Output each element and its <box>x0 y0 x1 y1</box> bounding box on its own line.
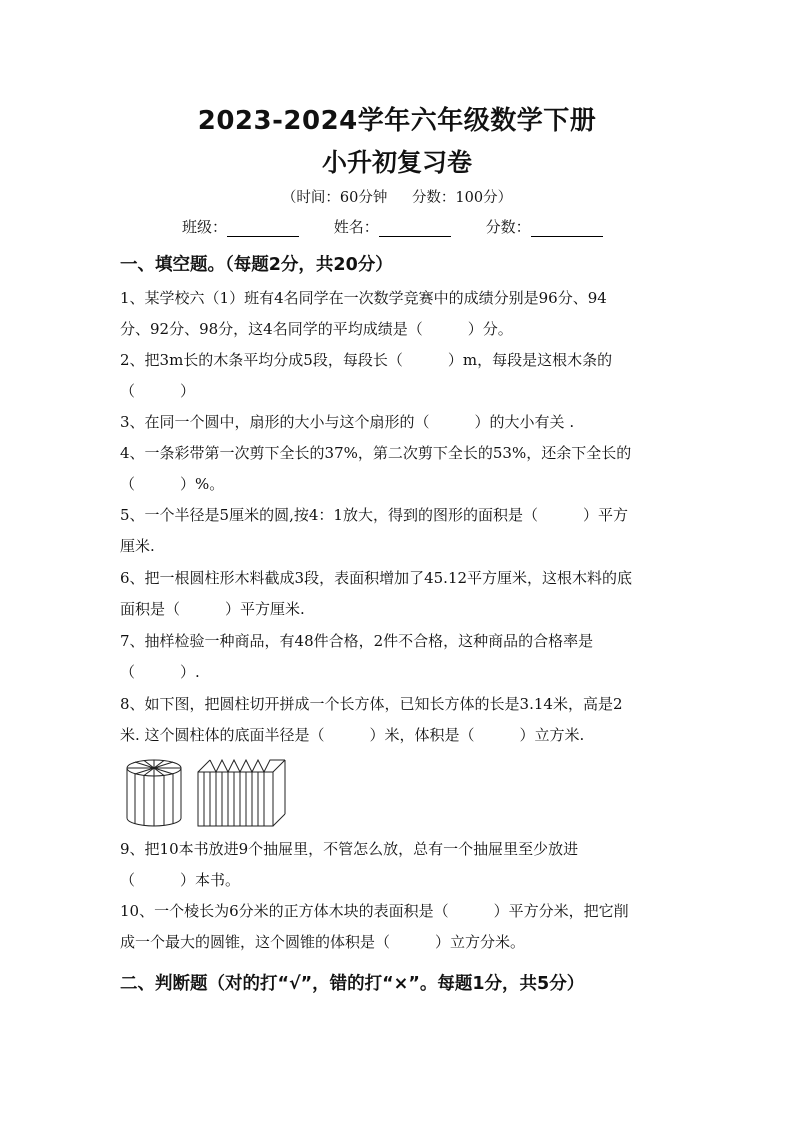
name-blank[interactable] <box>379 220 451 237</box>
question-3 <box>120 407 680 438</box>
class-field <box>182 216 299 237</box>
question-9 <box>120 834 680 896</box>
cuboid-drawing <box>198 760 285 826</box>
score-blank[interactable] <box>531 220 603 237</box>
class-blank[interactable] <box>227 220 299 237</box>
question-line: 米. 这个圆柱体的底面半径是（ ）米，体积是（ ）立方米. <box>120 726 585 744</box>
question-5 <box>120 500 680 562</box>
section-true-false-heading: 二、判断题（对的打“√”，错的打“×”。每题1分，共5分） <box>120 974 585 994</box>
question-line: 6、把一根圆柱形木料截成3段，表面积增加了45.12平方厘米，这根木料的底 <box>120 569 633 587</box>
class-label: 班级： <box>182 218 228 236</box>
question-line: 面积是（ ）平方厘米. <box>120 600 305 618</box>
exam-title: 2023-2024学年六年级数学下册 <box>197 106 597 136</box>
section-fill-blank-heading: 一、填空题。（每题2分，共20分） <box>120 255 393 275</box>
question-line: 3、在同一个圆中，扇形的大小与这个扇形的（ ）的大小有关 . <box>120 413 575 431</box>
question-line: 5、一个半径是5厘米的圆,按4：1放大，得到的图形的面积是（ ）平方 <box>120 506 628 524</box>
question-line: 1、某学校六（1）班有4名同学在一次数学竞赛中的成绩分别是96分、94 <box>120 289 607 307</box>
exam-meta <box>0 186 794 207</box>
exam-subtitle: 小升初复习卷 <box>321 148 472 177</box>
question-8 <box>120 689 680 751</box>
question-10 <box>120 896 680 958</box>
cylinder-cuboid-diagram <box>124 758 354 828</box>
question-7 <box>120 626 680 688</box>
question-2 <box>120 345 680 407</box>
question-line: 4、一条彩带第一次剪下全长的37%，第二次剪下全长的53%，还余下全长的 <box>120 444 632 462</box>
question-line: 7、抽样检验一种商品，有48件合格，2件不合格，这种商品的合格率是 <box>120 632 594 650</box>
name-label: 姓名： <box>333 218 379 236</box>
total-score: 分数：100分） <box>411 190 513 206</box>
cylinder-cuboid-figure <box>124 758 354 832</box>
question-line: 2、把3m长的木条平均分成5段，每段长（ ）m，每段是这根木条的 <box>120 351 613 369</box>
question-4 <box>120 438 680 500</box>
question-line: 10、一个棱长为6分米的正方体木块的表面积是（ ）平方分米，把它削 <box>120 902 629 920</box>
student-info <box>182 216 633 237</box>
question-line: 成一个最大的圆锥，这个圆锥的体积是（ ）立方分米。 <box>120 933 526 951</box>
question-line: 8、如下图，把圆柱切开拼成一个长方体，已知长方体的长是3.14米，高是2 <box>120 695 623 713</box>
question-1 <box>120 283 680 345</box>
question-line: 分、92分、98分，这4名同学的平均成绩是（ ）分。 <box>120 320 513 338</box>
question-6 <box>120 563 680 625</box>
score-label: 分数： <box>485 218 531 236</box>
score-field <box>486 216 603 237</box>
cylinder-drawing <box>127 760 181 826</box>
name-field <box>334 216 451 237</box>
question-line: 9、把10本书放进9个抽屉里，不管怎么放，总有一个抽屉里至少放进 <box>120 840 579 858</box>
question-line: （ ）%。 <box>120 475 225 493</box>
question-line: （ ）. <box>120 663 200 681</box>
question-line: （ ） <box>120 382 196 400</box>
question-line: （ ）本书。 <box>120 871 241 889</box>
time-limit: （时间：60分钟 <box>281 190 388 206</box>
question-line: 厘米. <box>120 537 155 555</box>
